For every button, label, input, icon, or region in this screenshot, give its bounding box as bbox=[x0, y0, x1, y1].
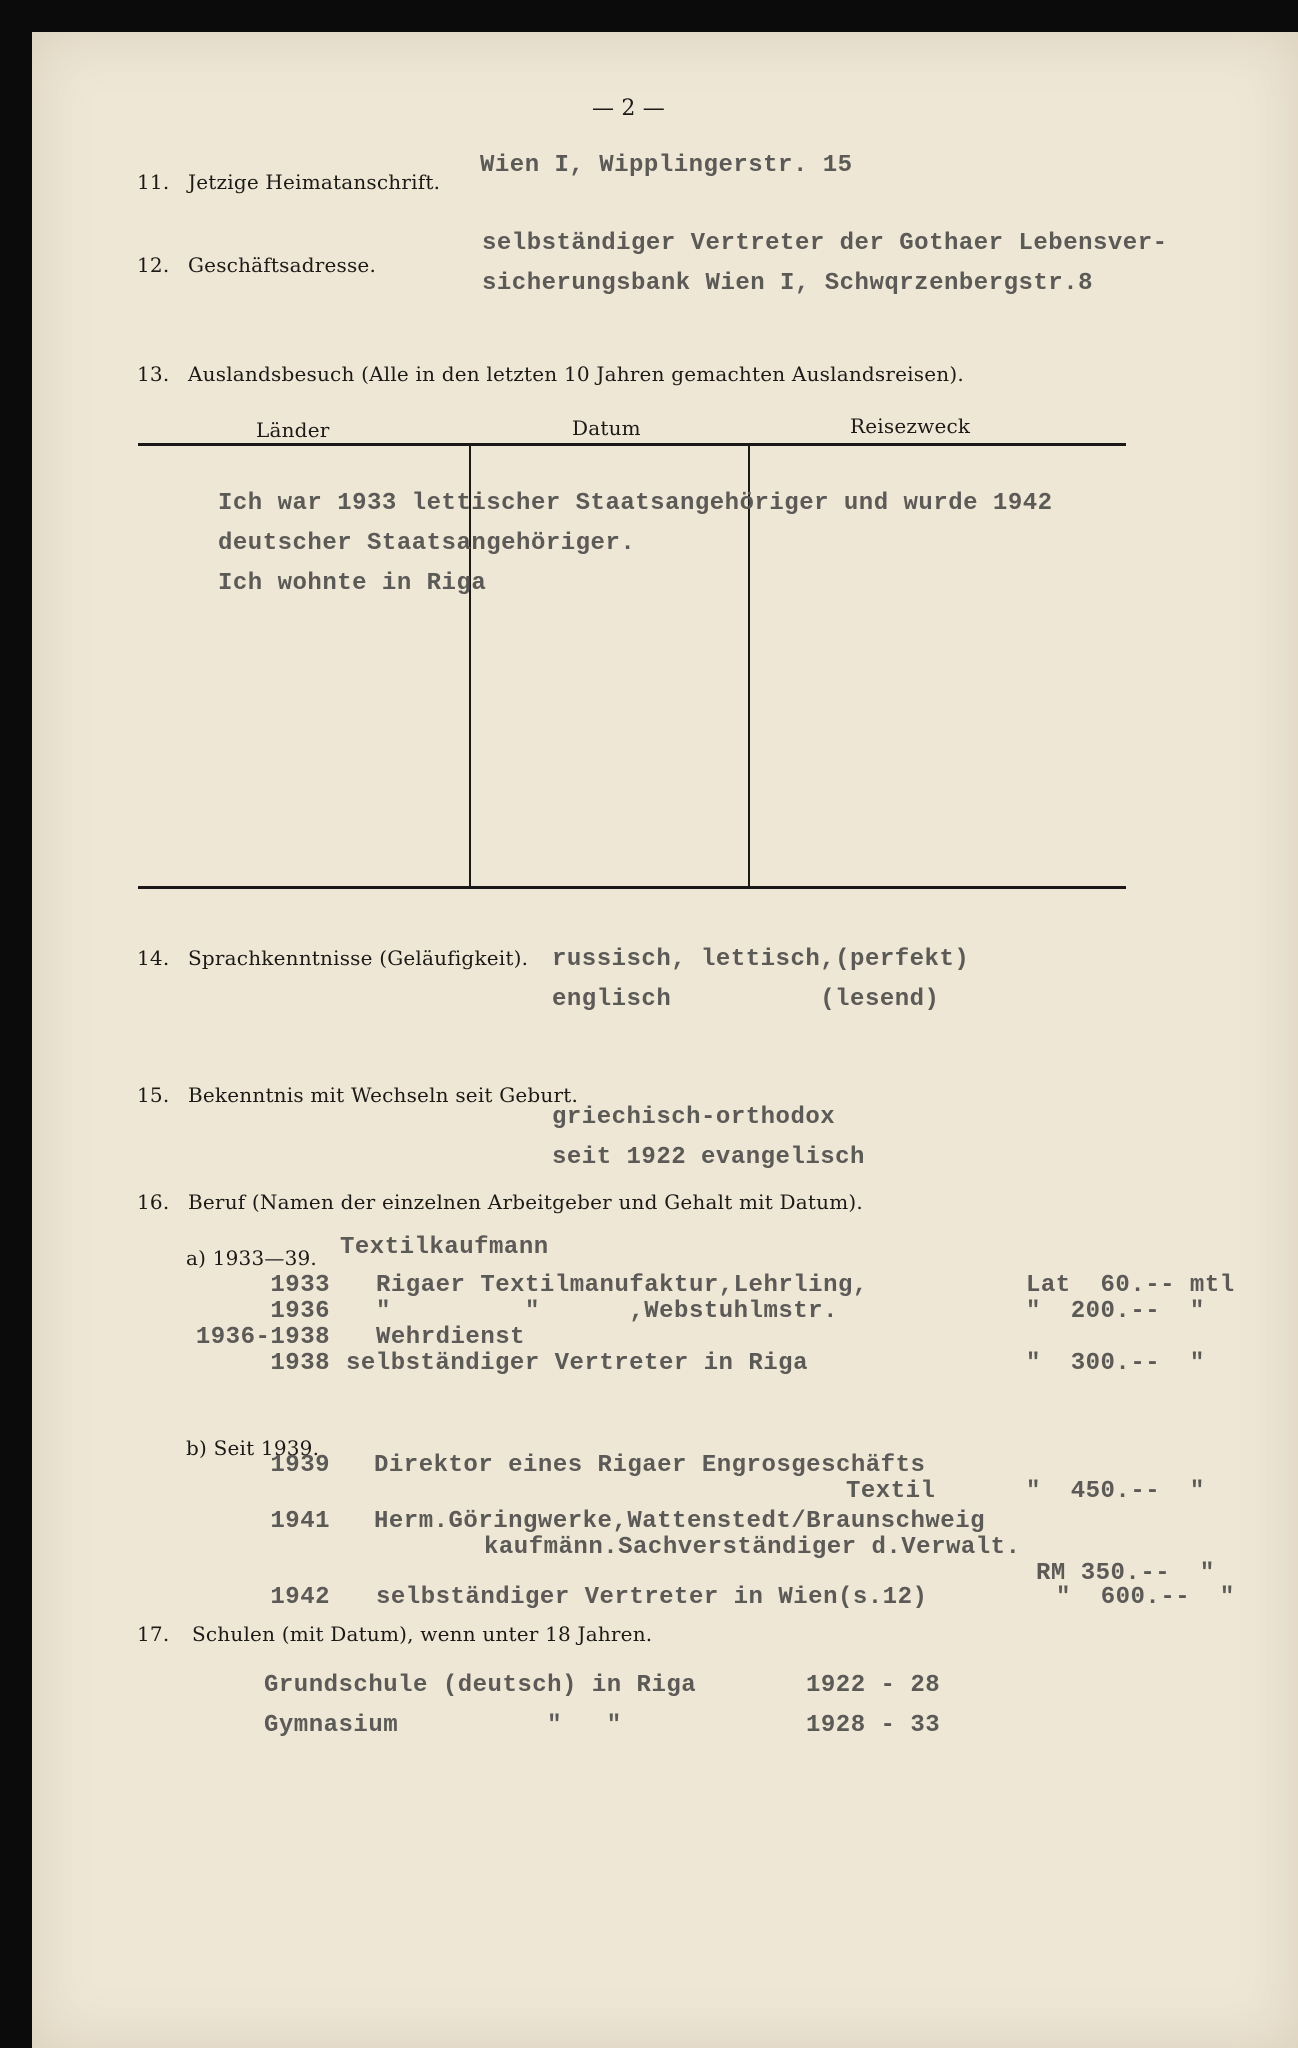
q11-number: 11. bbox=[137, 170, 170, 194]
column-header-reisezweck: Reisezweck bbox=[850, 414, 971, 438]
q12-label: Geschäftsadresse. bbox=[188, 253, 377, 277]
q15-answer-line: griechisch-orthodox bbox=[552, 1104, 836, 1131]
q16b-year: 1942 bbox=[270, 1584, 330, 1611]
q14-answer-line: russisch, lettisch,(perfekt) bbox=[552, 946, 970, 973]
q16a-salary: " 200.-- " bbox=[1026, 1298, 1205, 1325]
column-header-datum: Datum bbox=[572, 416, 641, 440]
q16b-employer: kaufmänn.Sachverständiger d.Verwalt. bbox=[484, 1534, 1021, 1561]
q15-label: Bekenntnis mit Wechseln seit Geburt. bbox=[188, 1083, 579, 1107]
q14-label: Sprachkenntnisse (Geläufigkeit). bbox=[188, 946, 529, 970]
q16a-employer: Wehrdienst bbox=[376, 1324, 526, 1351]
q13-answer-line: Ich war 1933 lettischer Staatsangehöriger und wurde 1942 bbox=[218, 490, 1053, 517]
q16a-year: 1936 bbox=[270, 1298, 330, 1325]
q11-answer: Wien I, Wipplingerstr. 15 bbox=[480, 152, 853, 179]
q16a-title: Textilkaufmann bbox=[340, 1234, 549, 1261]
q16-number: 16. bbox=[137, 1190, 170, 1214]
q11-label: Jetzige Heimatanschrift. bbox=[188, 170, 441, 194]
q17-number: 17. bbox=[137, 1622, 170, 1646]
q16b-year: 1939 bbox=[270, 1452, 330, 1479]
q15-number: 15. bbox=[137, 1083, 170, 1107]
q16a-salary: Lat 60.-- mtl bbox=[1026, 1272, 1235, 1299]
q15-answer-line: seit 1922 evangelisch bbox=[552, 1144, 865, 1171]
q17-school: Gymnasium " " bbox=[264, 1712, 622, 1739]
q12-answer-line: selbständiger Vertreter der Gothaer Lebensver- bbox=[482, 230, 1168, 257]
q17-school: Grundschule (deutsch) in Riga bbox=[264, 1672, 697, 1699]
q16b-employer: Herm.Göringwerke,Wattenstedt/Braunschweig bbox=[374, 1508, 985, 1535]
q16a-employer: " " ,Webstuhlmstr. bbox=[376, 1298, 838, 1325]
q16b-year: 1941 bbox=[270, 1508, 330, 1535]
q16b-label: b) Seit 1939. bbox=[186, 1436, 320, 1460]
q12-answer-line: sicherungsbank Wien I, Schwqrzenbergstr.8 bbox=[482, 270, 1093, 297]
q16b-employer: Textil bbox=[846, 1478, 936, 1505]
q13-label: Auslandsbesuch (Alle in den letzten 10 Jahren gemachten Auslandsreisen). bbox=[188, 362, 964, 386]
q16b-employer: Direktor eines Rigaer Engrosgeschäfts bbox=[374, 1452, 926, 1479]
q16-label: Beruf (Namen der einzelnen Arbeitgeber und Gehalt mit Datum). bbox=[188, 1190, 863, 1214]
q16b-salary: " 450.-- " bbox=[1026, 1478, 1205, 1505]
q16b-employer: selbständiger Vertreter in Wien(s.12) bbox=[376, 1584, 928, 1611]
q16a-year: 1938 bbox=[270, 1350, 330, 1377]
q13-answer-line: deutscher Staatsangehöriger. bbox=[218, 530, 636, 557]
q17-years: 1928 - 33 bbox=[806, 1712, 941, 1739]
q14-number: 14. bbox=[137, 946, 170, 970]
q13-number: 13. bbox=[137, 362, 170, 386]
document-page bbox=[32, 32, 1298, 2048]
q14-answer-line: englisch (lesend) bbox=[552, 986, 940, 1013]
column-header-laender: Länder bbox=[256, 418, 330, 442]
table-top-rule bbox=[138, 443, 1126, 446]
q13-answer-line: Ich wohnte in Riga bbox=[218, 570, 487, 597]
q12-number: 12. bbox=[137, 253, 170, 277]
page-number: — 2 — bbox=[592, 96, 665, 121]
q16a-year: 1933 bbox=[270, 1272, 330, 1299]
table-bottom-rule bbox=[138, 886, 1126, 889]
q17-years: 1922 - 28 bbox=[806, 1672, 941, 1699]
q17-label: Schulen (mit Datum), wenn unter 18 Jahren. bbox=[192, 1622, 653, 1646]
q16a-label: a) 1933—39. bbox=[186, 1246, 317, 1270]
q16b-salary: " 600.-- " bbox=[1056, 1584, 1235, 1611]
q16b-salary: RM 350.-- " bbox=[1036, 1560, 1215, 1587]
q16a-year: 1936-1938 bbox=[195, 1324, 330, 1351]
q16a-employer: Rigaer Textilmanufaktur,Lehrling, bbox=[376, 1272, 868, 1299]
q16a-salary: " 300.-- " bbox=[1026, 1350, 1205, 1377]
q16a-employer: selbständiger Vertreter in Riga bbox=[346, 1350, 808, 1377]
